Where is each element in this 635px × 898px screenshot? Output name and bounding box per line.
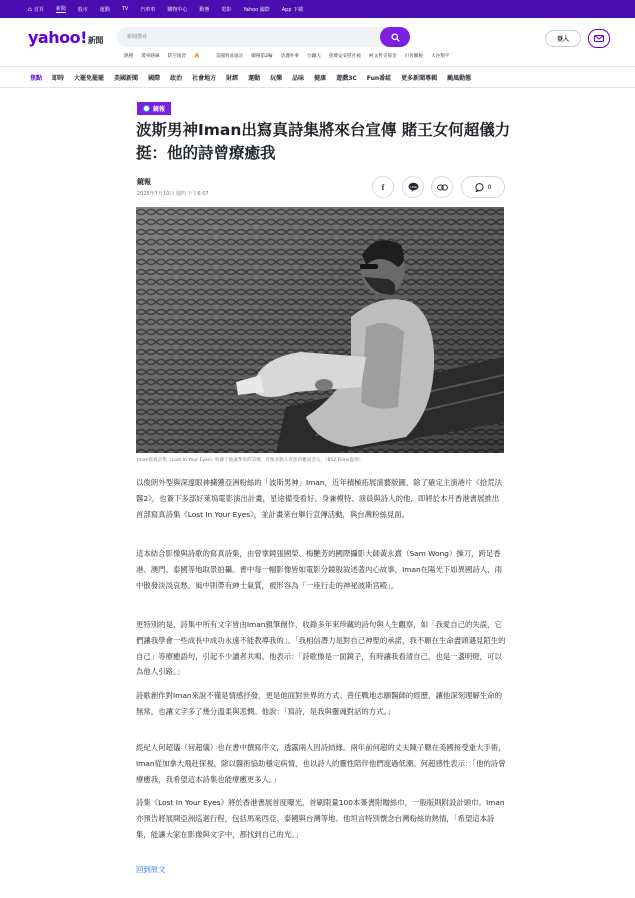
nav-item-latest[interactable]: 即時	[52, 74, 65, 82]
article-author[interactable]: 鏡報	[137, 178, 151, 186]
top-bar	[0, 0, 635, 18]
nav-item-recall[interactable]: 大罷免罷罷	[74, 74, 105, 82]
trending-item[interactable]: 美國貿易協定	[215, 54, 244, 59]
trending-searches	[124, 53, 457, 59]
nav-item-more[interactable]: 更多新聞專輯	[401, 74, 438, 82]
link-icon	[437, 184, 448, 191]
category-nav	[0, 66, 635, 88]
topbar-item-international[interactable]: Yahoo 國際	[243, 6, 270, 13]
svg-text:LINE: LINE	[409, 184, 417, 189]
topbar-item-news[interactable]: 新聞	[55, 6, 66, 12]
source-badge[interactable]: 鏡報	[137, 102, 171, 115]
topbar-item-autos[interactable]: 汽車車	[140, 6, 156, 13]
share-facebook-button[interactable]	[372, 176, 394, 198]
topbar-item-app[interactable]: App 下載	[281, 6, 304, 13]
copy-link-button[interactable]	[431, 176, 453, 198]
topbar-item-tv[interactable]: TV	[121, 6, 129, 12]
trending-item[interactable]: 清邁外事	[280, 54, 299, 59]
article-headline: 波斯男神Iman出寫真詩集將來台宣傳 賭王女何超儀力挺：他的詩曾療癒我	[136, 121, 511, 162]
site-header	[0, 18, 635, 66]
nav-item-typhoon[interactable]: 颱風動態	[447, 74, 472, 82]
article-photo[interactable]	[136, 207, 504, 453]
trending-item[interactable]: 柯文哲交保金	[368, 54, 397, 59]
home-icon: ⌂	[28, 5, 32, 13]
nav-item-us-news[interactable]: 美國新聞	[114, 74, 139, 82]
topbar-item-home[interactable]: ⌂ 首頁	[28, 5, 44, 13]
nav-item-society[interactable]: 社會地方	[192, 74, 217, 82]
mail-icon	[594, 35, 604, 42]
nav-item-international[interactable]: 國際	[148, 74, 161, 82]
article-paragraph: 以俊朗外型與深邃眼神擄獲亞洲粉絲的「波斯男神」Iman，近年積極拓展演藝版圖，除了確定主演港片《拾荒法醫2》，也簽下多部好萊塢電影演出計畫，星途備受看好。身兼模特、演員與詩人的他，即將於本月香港書展推出首部寫真詩集《Lost In Your Eyes》，並計畫來台舉行宣傳活動，與台灣粉絲見面。	[136, 478, 502, 519]
facebook-icon: f	[381, 182, 385, 192]
back-to-original-link[interactable]: 回到原文	[136, 865, 166, 874]
search-button[interactable]	[380, 27, 410, 47]
source-logo-icon	[143, 105, 150, 112]
nav-item-finance[interactable]: 財經	[226, 74, 239, 82]
trending-item[interactable]: 台鐵大	[307, 54, 321, 59]
comment-count: 0	[487, 183, 492, 191]
search-placeholder: 新聞搜尋	[127, 34, 148, 40]
article-paragraph: 詩集《Lost In Your Eyes》將於香港書展首度曝光，首刷限量100本簽書附贈絲巾，一般版則附設計頭巾。Iman亦預告將展開亞洲巡迴行程，包括馬來西亞、泰國與台灣等地。他坦言特別懷念台灣粉絲的熱情，「希望這本詩集，能讓大家在影像與文字中，都找到自己的光。」	[136, 798, 505, 839]
nav-item-entertainment[interactable]: 玩樂	[270, 74, 283, 82]
topbar-item-shopping[interactable]: 購物中心	[167, 6, 188, 13]
topbar-item-trends[interactable]: 動態	[199, 6, 210, 13]
topbar-item-sports[interactable]: 運動	[99, 6, 110, 13]
line-icon	[408, 182, 419, 192]
share-line-button[interactable]	[402, 176, 424, 198]
trending-item[interactable]: 裝車路線	[141, 54, 160, 59]
nav-item-politics[interactable]: 政治	[170, 74, 183, 82]
trending-item[interactable]: 大谷翔平	[430, 54, 450, 59]
trending-item[interactable]: 防空演習 🔥	[167, 54, 200, 59]
nav-item-games[interactable]: 遊戲3C	[336, 74, 357, 82]
mail-button[interactable]	[588, 29, 610, 48]
search-icon	[391, 33, 400, 42]
nav-item-health[interactable]: 健康	[314, 74, 327, 82]
comments-button[interactable]	[461, 176, 505, 198]
nav-item-fun[interactable]: Fun番組	[366, 74, 392, 82]
article-paragraph: 更特別的是，詩集中所有文字皆由Iman親筆創作，收錄多年來珍藏的詩句與人生觀察，如「我愛自己的失誤，它們讓我學會一些成長中成功永遠不能教導我的」、「我相信潛力是對自己神聖的承諾，我不願在生命盡頭遇見陌生的自己」等療癒語句，引起不少讀者共鳴。他表示：「詩歌像是一面鏡子，有時讓我看清自己，也是一盞明燈，可以為他人引路。」	[136, 620, 506, 677]
trending-item[interactable]: 慈濟安安慰社核	[328, 54, 361, 59]
article-date: 2025年7月10日 週四 下午6:07	[137, 191, 209, 197]
photo-caption: Iman寫真詩集《Lost In Your Eyes》收錄了他誠摯寫的詩歌，有很多動人省思的雞湯金句。（852 Films提供）	[137, 458, 364, 463]
login-button[interactable]: 登入	[545, 30, 581, 47]
nav-item-sports[interactable]: 運動	[248, 74, 261, 82]
article-paragraph: 這本結合影像與詩歌的寫真詩集，由曾掌鏡張國榮、梅艷芳的國際攝影大師黃永熹（Sam Wong）操刀，跨足香港、澳門、泰國等地取景拍攝。書中每一幅影像皆如電影分鏡般敘述著內心故事，Iman在陽光下如異國詩人，雨中散發淡淡哀愁，風中則帶有紳士氣質，被形容為「一座行走的神祕波斯宮殿」。	[136, 549, 502, 590]
search-input[interactable]	[117, 27, 409, 47]
comment-icon	[475, 183, 484, 192]
topbar-item-finance[interactable]: 股市	[77, 6, 88, 13]
nav-item-lifestyle[interactable]: 品味	[292, 74, 305, 82]
hot-icon: 🔥	[193, 54, 200, 59]
nav-item-focus[interactable]: 焦點	[30, 74, 43, 82]
article-paragraph: 詩歌創作對Iman來說不僅是情感抒發，更是他面對世界的方式。曾任戰地志願醫師的經歷，讓他深刻理解生命的無常，也讓文字多了幾分溫柔與悲憫。他說：「寫詩，是我與靈魂對話的方式。」	[136, 691, 502, 716]
article-paragraph: 經紀人何超儀（何超儀）也在書中撰寫序文，透露兩人因詩結緣。兩年前何超的丈夫陳子聰在美國接受重大手術，Iman從加拿大飛赴探視，除以醫術協助穩定病情，也以詩人的靈性陪伴他們度過低潮。何超感性表示：「他的詩曾療癒我，我希望這本詩集也能療癒更多人。」	[136, 743, 506, 784]
topbar-item-movies[interactable]: 電影	[221, 6, 232, 13]
yahoo-news-logo[interactable]: yahoo!新聞	[28, 28, 103, 47]
trending-item[interactable]: 川普關稅	[404, 54, 423, 59]
trending-label: 熱搜	[124, 54, 134, 59]
article-photo-image	[136, 207, 504, 453]
trending-item[interactable]: 關稅第2輪	[251, 54, 273, 59]
